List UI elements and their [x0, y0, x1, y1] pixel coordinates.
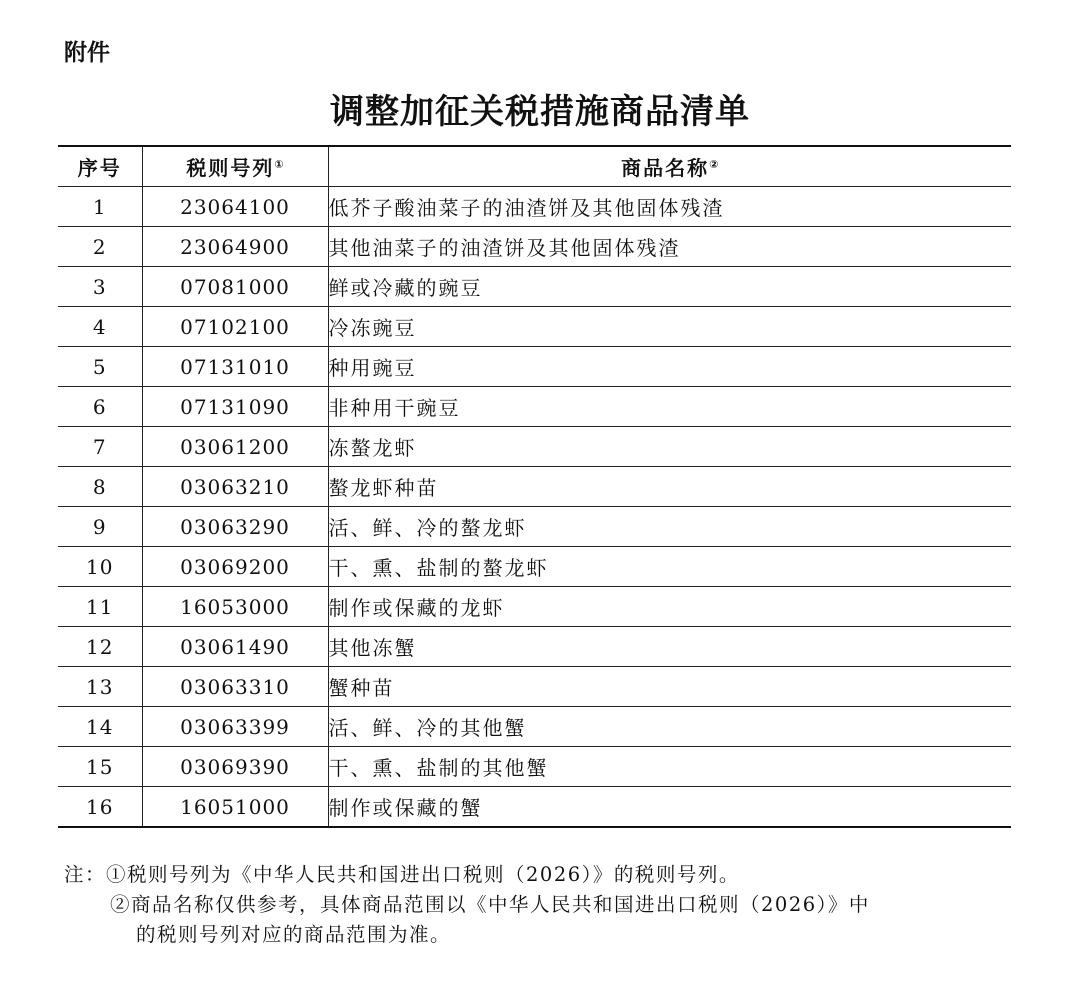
cell-serial: 13	[58, 667, 142, 707]
header-serial: 序号	[58, 146, 142, 187]
cell-goods-name: 干、熏、盐制的螯龙虾	[328, 547, 1011, 587]
cell-goods-name: 干、熏、盐制的其他蟹	[328, 747, 1011, 787]
table-row	[58, 667, 1011, 707]
cell-tariff-code: 03061490	[142, 627, 328, 667]
cell-tariff-code: 16051000	[142, 787, 328, 828]
cell-tariff-code: 07131090	[142, 387, 328, 427]
cell-serial: 12	[58, 627, 142, 667]
cell-tariff-code: 03063210	[142, 467, 328, 507]
cell-tariff-code: 07102100	[142, 307, 328, 347]
footnote-2-line-2: 的税则号列对应的商品范围为准。	[136, 923, 452, 946]
table-row	[58, 587, 1011, 627]
cell-goods-name: 活、鲜、冷的螯龙虾	[328, 507, 1011, 547]
cell-serial: 11	[58, 587, 142, 627]
cell-serial: 6	[58, 387, 142, 427]
cell-tariff-code: 03061200	[142, 427, 328, 467]
table-header-row	[58, 146, 1011, 187]
cell-goods-name: 其他油菜子的油渣饼及其他固体残渣	[328, 227, 1011, 267]
cell-tariff-code: 16053000	[142, 587, 328, 627]
cell-goods-name: 非种用干豌豆	[328, 387, 1011, 427]
cell-serial: 16	[58, 787, 142, 828]
cell-serial: 15	[58, 747, 142, 787]
footnote-mark-2: ②	[709, 158, 719, 171]
footnote-1: 注：①税则号列为《中华人民共和国进出口税则（2026）》的税则号列。	[64, 863, 740, 886]
attachment-label: 附件	[64, 40, 110, 66]
cell-tariff-code: 03069390	[142, 747, 328, 787]
table-row	[58, 507, 1011, 547]
cell-tariff-code: 23064100	[142, 187, 328, 227]
cell-tariff-code: 07131010	[142, 347, 328, 387]
header-tariff-code: 税则号列①	[142, 146, 328, 187]
cell-goods-name: 螯龙虾种苗	[328, 467, 1011, 507]
footnote-mark-1: ①	[274, 158, 284, 171]
cell-serial: 2	[58, 227, 142, 267]
table-row	[58, 347, 1011, 387]
cell-goods-name: 低芥子酸油菜子的油渣饼及其他固体残渣	[328, 187, 1011, 227]
table-row	[58, 227, 1011, 267]
table-row	[58, 187, 1011, 227]
table-row	[58, 427, 1011, 467]
cell-serial: 10	[58, 547, 142, 587]
cell-serial: 14	[58, 707, 142, 747]
cell-goods-name: 活、鲜、冷的其他蟹	[328, 707, 1011, 747]
cell-goods-name: 冻螯龙虾	[328, 427, 1011, 467]
cell-serial: 9	[58, 507, 142, 547]
cell-goods-name: 制作或保藏的龙虾	[328, 587, 1011, 627]
cell-serial: 4	[58, 307, 142, 347]
cell-serial: 5	[58, 347, 142, 387]
table-row	[58, 787, 1011, 828]
cell-serial: 7	[58, 427, 142, 467]
cell-goods-name: 鲜或冷藏的豌豆	[328, 267, 1011, 307]
table-row	[58, 467, 1011, 507]
footnote-prefix: 注：	[64, 863, 107, 886]
footnotes	[64, 860, 1024, 950]
goods-table	[58, 145, 1011, 828]
cell-goods-name: 种用豌豆	[328, 347, 1011, 387]
cell-goods-name: 冷冻豌豆	[328, 307, 1011, 347]
cell-tariff-code: 03063310	[142, 667, 328, 707]
document-title: 调整加征关税措施商品清单	[330, 92, 750, 132]
cell-tariff-code: 03069200	[142, 547, 328, 587]
cell-goods-name: 其他冻蟹	[328, 627, 1011, 667]
cell-serial: 8	[58, 467, 142, 507]
table-row	[58, 627, 1011, 667]
table-row	[58, 387, 1011, 427]
cell-tariff-code: 07081000	[142, 267, 328, 307]
table-row	[58, 267, 1011, 307]
table-row	[58, 707, 1011, 747]
header-goods-name: 商品名称②	[328, 146, 1011, 187]
cell-tariff-code: 23064900	[142, 227, 328, 267]
cell-serial: 3	[58, 267, 142, 307]
table-row	[58, 547, 1011, 587]
cell-tariff-code: 03063399	[142, 707, 328, 747]
cell-serial: 1	[58, 187, 142, 227]
table-row	[58, 307, 1011, 347]
table-row	[58, 747, 1011, 787]
cell-goods-name: 蟹种苗	[328, 667, 1011, 707]
cell-goods-name: 制作或保藏的蟹	[328, 787, 1011, 828]
cell-tariff-code: 03063290	[142, 507, 328, 547]
footnote-2-line-1: ②商品名称仅供参考，具体商品范围以《中华人民共和国进出口税则（2026）》中	[110, 893, 870, 916]
